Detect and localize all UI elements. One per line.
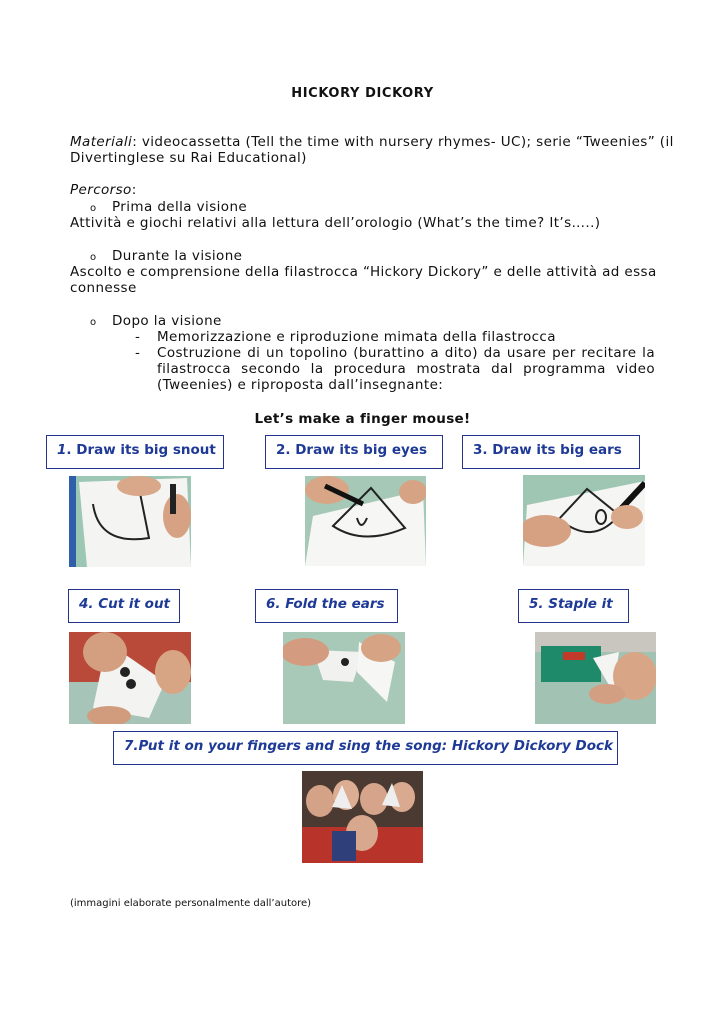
photo-draw-snout bbox=[69, 476, 191, 567]
bullet-icon: o bbox=[90, 252, 97, 263]
dopo-item-1: Memorizzazione e riproduzione mimata della filastrocca bbox=[157, 329, 556, 345]
photo-fold-ears bbox=[283, 632, 405, 724]
step-7-box: 7.Put it on your fingers and sing the song: Hickory Dickory Dock bbox=[113, 731, 618, 765]
photo-draw-eyes bbox=[305, 476, 426, 566]
dopo-item-1-line bbox=[135, 329, 556, 345]
photo-children-singing bbox=[302, 771, 423, 863]
dopo-item-2-line bbox=[135, 345, 655, 393]
percorso-colon: : bbox=[131, 182, 137, 198]
page-title: HICKORY DICKORY bbox=[291, 86, 434, 101]
bullet-icon: o bbox=[90, 317, 97, 328]
percorso-heading bbox=[70, 182, 137, 198]
step-3-box: 3. Draw its big ears bbox=[462, 435, 640, 469]
prima-text: Attività e giochi relativi alla lettura dell’orologio (What’s the time? It’s…..) bbox=[70, 215, 601, 231]
steps-title: Let’s make a finger mouse! bbox=[254, 411, 471, 427]
materiali-text-1: : videocassetta (Tell the time with nursery rhymes- UC); serie “Tweenies” (il bbox=[132, 134, 674, 150]
photo-draw-ears bbox=[523, 475, 645, 566]
step-1-text: . Draw its big snout bbox=[66, 442, 216, 458]
materiali-text-2: Divertinglese su Rai Educational) bbox=[70, 150, 307, 166]
photo-staple-it bbox=[535, 632, 656, 724]
durante-text-2: connesse bbox=[70, 280, 137, 296]
durante-heading: Durante la visione bbox=[112, 248, 243, 264]
step-6-box: 6. Fold the ears bbox=[255, 589, 398, 623]
step-2-box: 2. Draw its big eyes bbox=[265, 435, 443, 469]
step-5-box: 5. Staple it bbox=[518, 589, 629, 623]
footnote: (immagini elaborate personalmente dall’autore) bbox=[70, 898, 312, 909]
materiali-label: Materiali bbox=[70, 134, 133, 150]
dopo-heading: Dopo la visione bbox=[112, 313, 222, 329]
percorso-label: Percorso bbox=[70, 182, 132, 198]
dopo-item-2: Costruzione di un topolino (burattino a dito) da usare per recitare la filastrocca secondo la procedura mostrata dal programma video (Tweenies) e riproposta dall’insegnante: bbox=[157, 345, 655, 393]
durante-text-1: Ascolto e comprensione della filastrocca “Hickory Dickory” e delle attività ad essa bbox=[70, 264, 657, 280]
dash-icon: - bbox=[135, 345, 141, 361]
photo-cut-it-out bbox=[69, 632, 191, 724]
bullet-icon: o bbox=[90, 203, 97, 214]
materiali-line-1 bbox=[70, 134, 674, 150]
step-4-box: 4. Cut it out bbox=[68, 589, 180, 623]
prima-heading: Prima della visione bbox=[112, 199, 248, 215]
dash-icon: - bbox=[135, 329, 141, 345]
step-1-box bbox=[46, 435, 224, 469]
step-1-number: 1 bbox=[57, 442, 67, 458]
